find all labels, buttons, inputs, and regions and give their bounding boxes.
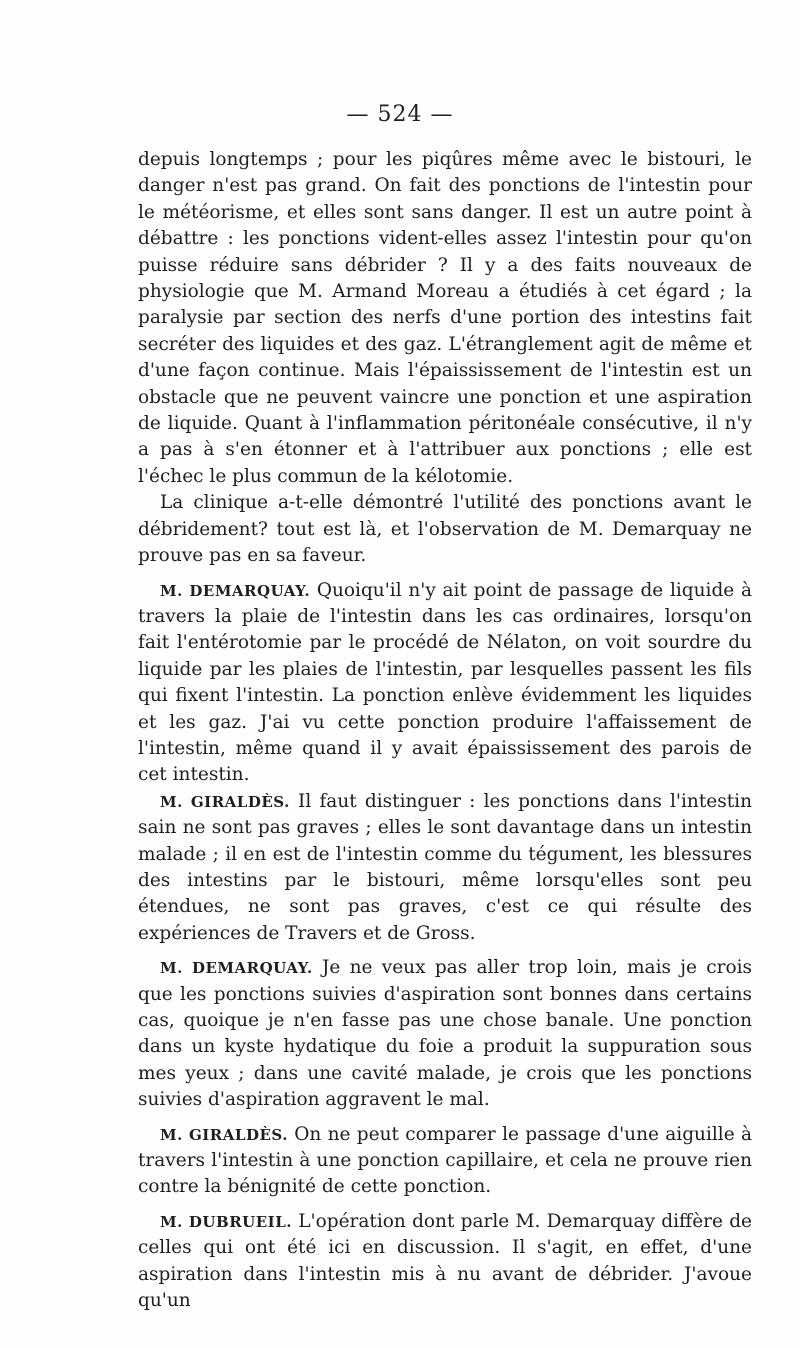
paragraph: [138, 490, 752, 569]
paragraph: [138, 147, 752, 490]
paragraph-text: L'opération dont parle M. Demarquay diffère de celles qui ont été ici en discussion. Il s'agit, en effet, d'une aspiration dans l'intestin mis à nu avant de débrider. J'avoue qu'un: [138, 1210, 752, 1312]
paragraph: [138, 578, 752, 789]
paragraph: [138, 1122, 752, 1201]
speaker-name: M. GIRALDÈS.: [160, 1125, 288, 1144]
speaker-name: M. GIRALDÈS.: [160, 792, 290, 811]
paragraph-text: Quoiqu'il n'y ait point de passage de liquide à travers la plaie de l'intestin dans les cas ordinaires, lorsqu'on fait l'entérotomie par le procédé de Nélaton, on voit sourdre du liquide par les plaies de l'intestin, par lesquelles passent les fils qui fixent l'intestin. La ponction enlève évidemment les liquides et les gaz. J'ai vu cette ponction produire l'affaissement de l'intestin, même quand il y avait épaississement des parois de cet intestin.: [138, 579, 752, 786]
paragraph: [138, 789, 752, 947]
speaker-name: M. DEMARQUAY.: [160, 959, 313, 978]
body-text: [138, 147, 752, 1314]
speaker-name: M. DEMARQUAY.: [160, 581, 311, 600]
paragraph-text: On ne peut comparer le passage d'une aiguille à travers l'intestin à une ponction capillaire, et cela ne prouve rien contre la bénignité de cette ponction.: [138, 1123, 752, 1198]
paragraph-text: La clinique a-t-elle démontré l'utilité des ponctions avant le débridement? tout est là, et l'observation de M. Demarquay ne prouve pas en sa faveur.: [138, 492, 752, 567]
paragraph-text: Il faut distinguer : les ponctions dans l'intestin sain ne sont pas graves ; elles le sont davantage dans un intestin malade ; il en est de l'intestin comme du tégument, les blessures des intestins par le bistouri, même lorsqu'elles sont peu étendues, ne sont pas graves, c'est ce qui résulte des expériences de Travers et de Gross.: [138, 790, 752, 944]
paragraph-text: depuis longtemps ; pour les piqûres même avec le bistouri, le danger n'est pas grand. On fait des ponctions de l'intestin pour le météorisme, et elles sont sans danger. Il est un autre point à débattre : les ponctions vident-elles assez l'intestin pour qu'on puisse réduire sans débrider ? Il y a des faits nouveaux de physiologie que M. Armand Moreau a étudiés à cet égard ; la paralysie par section des nerfs d'une portion des intestins fait secréter des liquides et des gaz. L'étranglement agit de même et d'une façon continue. Mais l'épaississement de l'intestin est un obstacle que ne peuvent vaincre une ponction et une aspiration de liquide. Quant à l'inflammation péritonéale consécutive, il n'y a pas à s'en étonner et à l'attribuer aux ponctions ; elle est l'échec le plus commun de la kélotomie.: [138, 149, 752, 487]
paragraph: [138, 1209, 752, 1315]
page-number: — 524 —: [346, 102, 454, 127]
paragraph-text: Je ne veux pas aller trop loin, mais je crois que les ponctions suivies d'aspiration sont bonnes dans certains cas, quoique je n'en fasse pas une chose banale. Une ponction dans un kyste hydatique du foie a produit la suppuration sous mes yeux ; dans une cavité malade, je crois que les ponctions suivies d'aspiration aggravent le mal.: [138, 957, 752, 1111]
paragraph: [138, 955, 752, 1113]
speaker-name: M. DUBRUEIL.: [160, 1212, 292, 1231]
